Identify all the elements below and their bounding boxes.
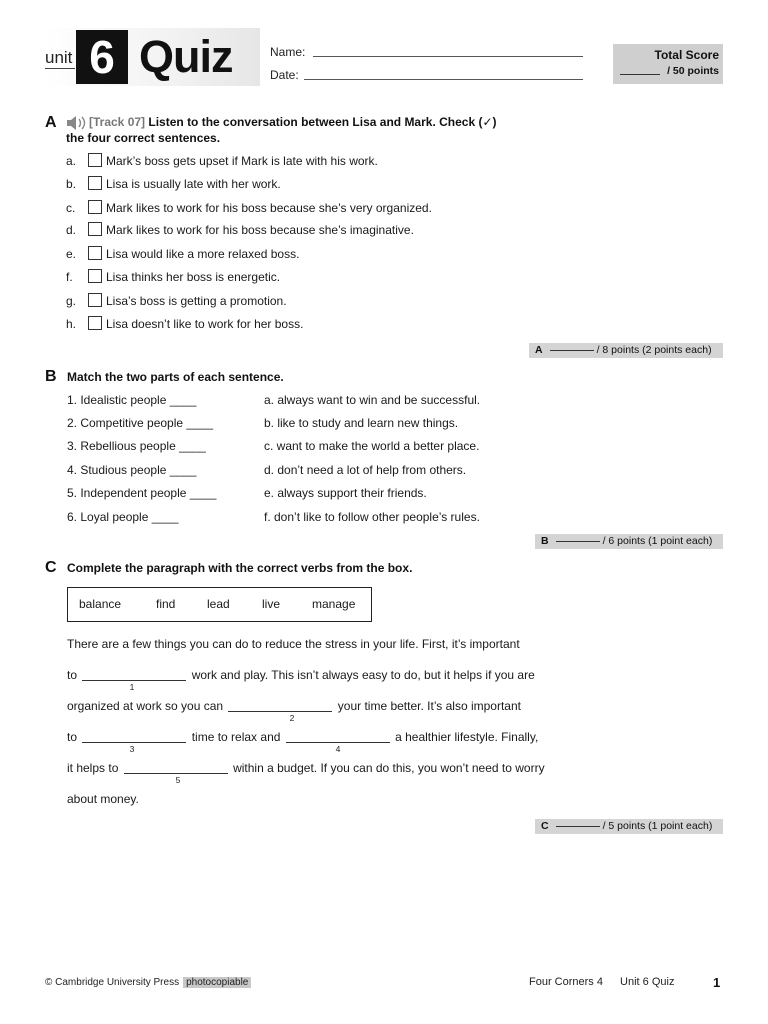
item-text: Lisa doesn’t like to work for her boss. <box>106 317 304 331</box>
section-a-item <box>66 153 546 171</box>
answer-checkbox[interactable] <box>88 293 102 307</box>
blank-number: 3 <box>129 744 135 754</box>
page-number: 1 <box>713 975 721 990</box>
date-label: Date: <box>270 68 299 82</box>
paragraph-text: organized at work so you can <box>67 699 224 713</box>
section-a-item <box>66 316 546 334</box>
score-letter: A <box>535 344 543 356</box>
paragraph-text: it helps to <box>67 761 119 775</box>
section-a-item <box>66 269 546 287</box>
answer-checkbox[interactable] <box>88 222 102 236</box>
unit-label: unit <box>45 48 73 67</box>
answer-blank-5[interactable] <box>124 773 228 774</box>
word-box-word: find <box>156 597 176 611</box>
unit-number: 6 <box>76 30 128 84</box>
answer-blank-1[interactable] <box>82 680 186 681</box>
paragraph-text: within a budget. If you can do this, you won’t need to worry <box>233 761 545 775</box>
section-a-item <box>66 293 546 311</box>
paragraph-line: There are a few things you can do to reduce the stress in your life. First, it’s important <box>67 637 520 651</box>
blank-number: 4 <box>335 744 341 754</box>
item-letter: d. <box>66 223 77 237</box>
word-box-word: live <box>262 597 281 611</box>
answer-checkbox[interactable] <box>88 269 102 283</box>
answer-blank-3[interactable] <box>82 742 186 743</box>
name-field[interactable] <box>313 56 583 57</box>
paragraph-text: to <box>67 668 78 682</box>
copyright-text: © Cambridge University Press <box>45 977 180 988</box>
section-a-score-bar <box>529 343 723 358</box>
footer-copyright <box>45 976 251 989</box>
match-item-left: 5. Independent people ____ <box>67 486 217 500</box>
answer-blank-2[interactable] <box>228 711 332 712</box>
answer-checkbox[interactable] <box>88 316 102 330</box>
score-blank[interactable] <box>556 826 600 827</box>
section-a-item <box>66 222 546 240</box>
item-text: Lisa’s boss is getting a promotion. <box>106 294 287 308</box>
answer-blank-4[interactable] <box>286 742 390 743</box>
total-score-title: Total Score <box>654 48 719 62</box>
item-text: Mark’s boss gets upset if Mark is late with his work. <box>106 154 378 168</box>
item-text: Mark likes to work for his boss because she’s very organized. <box>106 201 432 215</box>
item-text: Mark likes to work for his boss because she’s imaginative. <box>106 223 414 237</box>
section-b-instruction: Match the two parts of each sentence. <box>67 370 284 384</box>
match-item-left: 1. Idealistic people ____ <box>67 393 197 407</box>
item-letter: e. <box>66 247 77 261</box>
book-title: Four Corners 4 <box>529 976 603 988</box>
score-blank[interactable] <box>550 350 594 351</box>
match-item-right: d. don’t need a lot of help from others. <box>264 463 467 477</box>
footer-book-info <box>529 975 674 989</box>
paragraph-text: your time better. It’s also important <box>337 699 521 713</box>
section-a-letter: A <box>45 114 57 131</box>
date-field[interactable] <box>304 79 583 80</box>
paragraph-line <box>67 698 707 714</box>
item-letter: a. <box>66 154 77 168</box>
paragraph-line <box>67 729 707 745</box>
item-text: Lisa would like a more relaxed boss. <box>106 247 300 261</box>
word-box-word: lead <box>207 597 230 611</box>
word-box-word: manage <box>312 597 356 611</box>
blank-number: 2 <box>289 713 295 723</box>
match-item-left: 2. Competitive people ____ <box>67 416 214 430</box>
score-letter: C <box>541 820 549 832</box>
item-letter: f. <box>66 270 73 284</box>
answer-checkbox[interactable] <box>88 176 102 190</box>
item-text: Lisa thinks her boss is energetic. <box>106 270 281 284</box>
section-c-score-bar <box>535 819 723 834</box>
item-letter: b. <box>66 177 77 191</box>
match-item-right: f. don’t like to follow other people’s rules. <box>264 510 480 524</box>
paragraph-text: to <box>67 730 78 744</box>
name-label: Name: <box>270 45 306 59</box>
paragraph-text: time to relax and <box>191 730 281 744</box>
blank-number: 5 <box>175 775 181 785</box>
match-item-right: e. always support their friends. <box>264 486 427 500</box>
match-item-right: c. want to make the world a better place. <box>264 439 480 453</box>
answer-checkbox[interactable] <box>88 200 102 214</box>
section-b-score-bar <box>535 534 723 549</box>
paragraph-text: work and play. This isn’t always easy to do, but it helps if you are <box>191 668 535 682</box>
score-letter: B <box>541 535 549 547</box>
score-text: / 6 points (1 point each) <box>602 535 713 547</box>
paragraph-line <box>67 760 707 776</box>
section-c-instruction: Complete the paragraph with the correct verbs from the box. <box>67 561 413 575</box>
section-a-item <box>66 200 546 218</box>
paragraph-line: about money. <box>67 792 139 806</box>
track-label: [Track 07] <box>89 115 146 129</box>
section-a-instruction <box>89 115 559 130</box>
section-b-letter: B <box>45 368 57 385</box>
speaker-icon[interactable] <box>66 115 88 131</box>
item-letter: g. <box>66 294 77 308</box>
section-a-instruction-line2: the four correct sentences. <box>66 131 221 145</box>
item-letter: h. <box>66 317 77 331</box>
paragraph-line <box>67 667 707 683</box>
paragraph-text: a healthier lifestyle. Finally, <box>395 730 539 744</box>
match-item-left: 4. Studious people ____ <box>67 463 197 477</box>
quiz-title: Quiz <box>139 31 233 82</box>
match-item-right: b. like to study and learn new things. <box>264 416 459 430</box>
blank-number: 1 <box>129 682 135 692</box>
match-item-left: 6. Loyal people ____ <box>67 510 179 524</box>
section-a-item <box>66 176 546 194</box>
total-score-blank[interactable] <box>620 74 660 75</box>
item-letter: c. <box>66 201 76 215</box>
word-box-word: balance <box>79 597 122 611</box>
total-score-points: / 50 points <box>667 65 719 77</box>
unit-quiz-label: Unit 6 Quiz <box>620 976 675 988</box>
match-item-left: 3. Rebellious people ____ <box>67 439 206 453</box>
unit-underline <box>45 68 75 69</box>
match-item-right: a. always want to win and be successful. <box>264 393 481 407</box>
score-text: / 5 points (1 point each) <box>602 820 713 832</box>
section-c-letter: C <box>45 559 57 576</box>
section-a-instruction-line1: Listen to the conversation between Lisa and Mark. Check (✓) <box>148 115 497 129</box>
answer-checkbox[interactable] <box>88 246 102 260</box>
section-a-item <box>66 246 546 264</box>
photocopiable-badge: photocopiable <box>183 977 251 988</box>
score-blank[interactable] <box>556 541 600 542</box>
answer-checkbox[interactable] <box>88 153 102 167</box>
item-text: Lisa is usually late with her work. <box>106 177 281 191</box>
score-text: / 8 points (2 points each) <box>596 344 712 356</box>
